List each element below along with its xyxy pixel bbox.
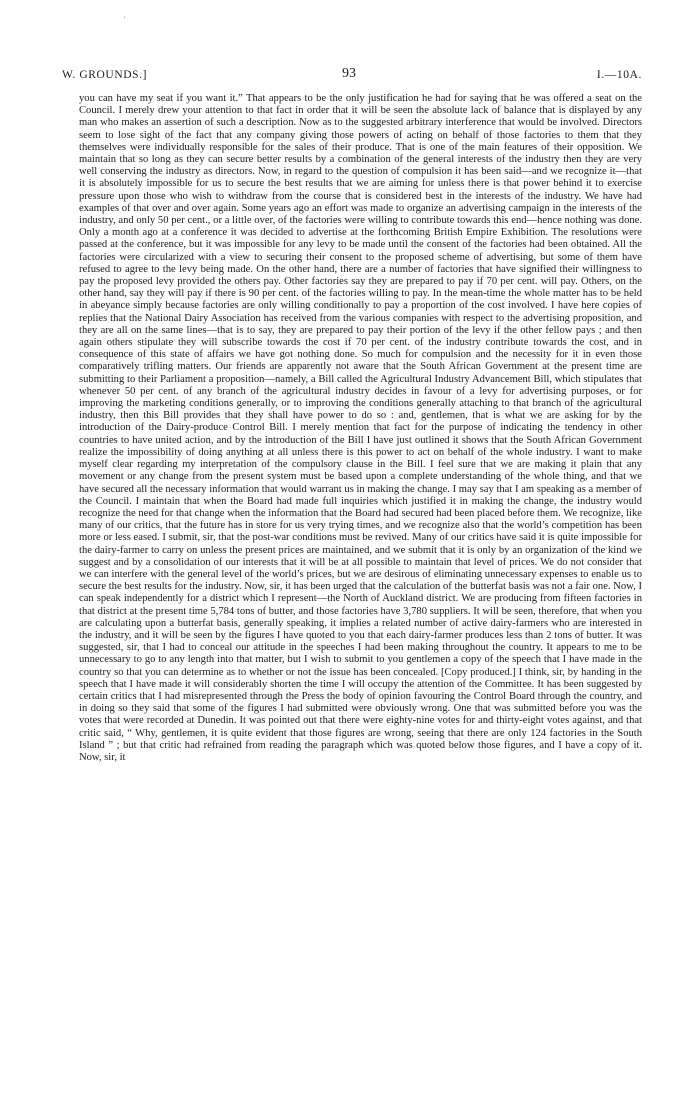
corner-mark: ' bbox=[124, 15, 126, 25]
document-reference: I.—10A. bbox=[596, 69, 642, 81]
running-header bbox=[62, 66, 642, 86]
header-speaker: W. GROUNDS.] bbox=[62, 69, 148, 81]
page-number: 93 bbox=[342, 66, 356, 81]
body-text-block bbox=[79, 93, 642, 764]
body-paragraph: you can have my seat if you want it.” That appears to be the only justification he had for saying that he was offered a seat on the Council. I merely drew your attention to that fact in order that it will be seen the absolute lack of balance that is displayed by any man who makes an assertion of such a description. Now as to the suggested arbitrary interference that would be involved. Directors seem to lose sight of the fact that any company giving those powers of acting on behalf of those factories to them that they themselves were individually responsible for the sales of their produce. That is one of the main features of their opposition. We maintain that so long as they can secure better results by a combination of the general interests of the industry then they are very well conserving the industry as directors. Now, in regard to the question of compulsion it has been said—and we recognize it—that it is absolutely impossible for us to secure the best results that we are aiming for unless there is that power behind it to exercise pressure upon those who wish to withdraw from the course that is considered best in the interests of the industry. We have had examples of that over and over again. Some years ago an effort was made to organize an advertising campaign in the interests of the industry, and only 50 per cent., or a little over, of the factories were willing to contribute towards this end—hence nothing was done. Only a month ago at a conference it was decided to advertise at the forthcoming British Empire Exhibition. The resolutions were passed at the conference, but it was impossible for any levy to be made until the consent of the factories had been obtained. All the factories were circularized with a view to securing their consent to the proposed scheme of advertising, but some of them have refused to agree to the levy being made. On the other hand, there are a number of factories that have signified their willingness to pay the proposed levy provided the others pay. Other factories say they are prepared to pay if 70 per cent. will pay. Others, on the other hand, say they will pay if there is 90 per cent. of the factories willing to pay. In the mean-time the whole matter has to be held in abeyance simply because factories are only willing conditionally to pay a proportion of the cost involved. I have here copies of replies that the National Dairy Association has received from the various companies with respect to the advertising proposition, and they are all on the same lines—that is to say, they are prepared to pay their portion of the levy if the other fellow pays ; and then again others stipulate they will subscribe towards the cost if 70 per cent. of the industry contribute towards the cost, and in consequence of this state of affairs we have got nothing done. So much for compulsion and the necessity for it in even those comparatively trifling matters. Our friends are apparently not aware that the South African Government at the present time are submitting to their Parliament a proposition—namely, a Bill called the Agricultural Industry Advancement Bill, which stipulates that whenever 50 per cent. of any branch of the agricultural industry decides in favour of a levy for advertising purposes, or for improving the marketing conditions generally, or to improving the conditions generally attaching to that branch of the agricultural industry, then this Bill provides that they shall have power to do so : and, gentlemen, that is what we are asking for by the introduction of the Dairy-produce Control Bill. I merely mention that fact for the purpose of indicating the tendency in other countries to have united action, and by the introduction of the Bill I have just outlined it shows that the South African Government realize the impossibility of doing anything at all unless there is this power to act on behalf of the whole industry. I want to make myself clear regarding my interpretation of the compulsory clause in the Bill. I feel sure that we are making it plain that any movement or any change from the present system must be based upon a complete understanding of the whole thing, and that we have secured all the necessary information that would warrant us in making the change. I may say that I am speaking as a member of the Council. I maintain that when the Board had made full inquiries which justified it in making the change, the industry would recognize the need for that change when the information that the Board had secured had been placed before them. We recognize, like many of our critics, that the future has in store for us very trying times, and we recognize also that the world’s competition has been more or less eased. I submit, sir, that the post-war conditions must be revived. Many of our critics have said it is quite impossible for the dairy-farmer to carry on unless the present prices are maintained, and we submit that it is only by an organization of the kind we suggest and by a consolidation of our interests that it will be at all possible to maintain that level of prices. We do not consider that we can interfere with the general level of the world’s prices, but we are desirous of eliminating unnecessary expenses to enable us to secure the best results for the industry. Now, sir, it has been urged that the calculation of the butterfat basis was not a fair one. Now, I can speak independently for a district which I represent—the North of Auckland district. We are producing from fifteen factories in that district at the present time 5,784 tons of butter, and those factories have 3,780 suppliers. It will be seen, therefore, that when you are calculating upon a butterfat basis, generally speaking, it implies a related number of active dairy-farmers who are interested in the industry, and it will be seen by the figures I have quoted to you that each dairy-farmer produces less than 2 tons of butter. It was suggested, sir, that I had to conceal our attitude in the speeches I had been making throughout the country. It appears to me to be unnecessary to go to any length into that matter, but I wish to submit to you gentlemen a copy of the speech that I have made in the country so that you can determine as to whether or not the issue has been concealed. [Copy produced.] I think, sir, by handing in the speech that I have made it will considerably shorten the time I will occupy the attention of the Committee. It has been suggested by certain critics that I had misrepresented through the Press the body of opinion favouring the Control Board through the country, and in doing so they said that some of the figures I had submitted were obviously wrong. One that was submitted before you was the votes that were recorded at Dunedin. It was pointed out that there were eighty-nine votes for and thirty-eight votes against, and that critic said, “ Why, gentlemen, it is quite evident that those figures are wrong, seeing that there are only 124 factories in the South Island ” ; but that critic had refrained from reading the paragraph which was quoted below those figures, and I have a copy of it. Now, sir, it bbox=[79, 93, 642, 763]
